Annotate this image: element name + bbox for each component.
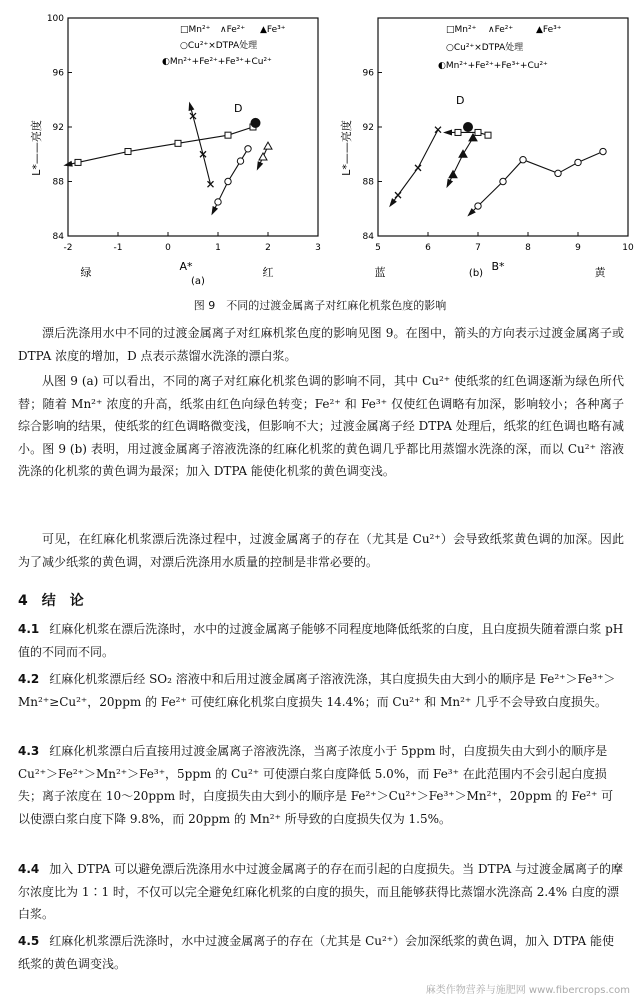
x-tick-label-1-2: 7 (475, 243, 481, 253)
x-tick-label-0-0: -2 (63, 243, 73, 253)
x-tick-label-1-3: 8 (525, 243, 531, 253)
conclusion-number: 4.1 (18, 622, 40, 636)
conclusion-text: 红麻化机浆漂后经 SO₂ 溶液中和后用过渡金属离子溶液洗涤，其白度损失由大到小的顺序是 Fe²⁺＞Fe³⁺＞Mn²⁺≥Cu²⁺，20ppm 的 Fe²⁺ 可使红麻化机浆白度损失 14.4%；而 Cu²⁺ 和 Mn²⁺ 几乎不会导致白度损失。 (18, 672, 616, 709)
series-arrowhead-0-2 (189, 102, 195, 111)
conclusion-text: 红麻化机浆漂后洗涤时，水中过渡金属离子的存在（尤其是 Cu²⁺）会加深纸浆的黄色调，加入 DTPA 能使纸浆的黄色调变浅。 (18, 934, 615, 971)
conclusion-text: 红麻化机浆漂白后直接用过渡金属离子溶液洗涤，当离子浓度小于 5ppm 时，白度损失由大到小的顺序是 Cu²⁺＞Fe²⁺＞Mn²⁺＞Fe³⁺，5ppm 的 Cu²⁺ 可使漂白浆白度降低 5.0%，而 Fe³⁺ 在此范围内不会引起白度损失；离子浓度在 10～20ppm 时，白度损失由大到小的顺序是 Fe²⁺＞Cu²⁺＞Fe³⁺＞Mn²⁺，20ppm 的 Fe²⁺ 可以使漂白浆白度下降 9.8%，而 20ppm 的 Mn²⁺ 所导致的白度损失仅为 1.5%。 (18, 744, 614, 826)
legend-a (162, 25, 286, 67)
y-tick-label-0-3: 96 (52, 68, 64, 79)
point-0-0-1 (125, 149, 131, 155)
point-1-2-0 (455, 129, 461, 135)
legend-entry-b-1: ∧Fe²⁺ (488, 25, 514, 35)
legend-entry-b-2: ▲Fe³⁺ (536, 25, 562, 35)
y-axis-label-b: L*——亮度 (340, 120, 353, 176)
x-tick-label-0-2: 0 (165, 243, 171, 253)
point-0-3-1 (264, 142, 272, 149)
x-axis-right-label-b: 黄 (594, 266, 606, 279)
legend-entry-a-4: ◐Mn²⁺+Fe²⁺+Fe³⁺+Cu²⁺ (162, 57, 272, 67)
paragraph-1: 漂后洗涤用水中不同的过渡金属离子对红麻机浆色度的影响见图 9。在图中，箭头的方向表示过渡金属离子或 DTPA 浓度的增加，D 点表示蒸馏水洗涤的漂白浆。 (18, 326, 624, 363)
x-axis-mid-label-a: A* (179, 260, 193, 273)
x-tick-label-0-4: 2 (265, 243, 271, 253)
x-tick-label-0-5: 3 (315, 243, 321, 253)
legend-entry-b-0: □Mn²⁺ (446, 25, 477, 35)
series-line-0-1 (218, 149, 248, 202)
figure-9a (28, 8, 328, 288)
conclusion-item (18, 668, 624, 713)
conclusion-number: 4.5 (18, 934, 40, 948)
section-heading: 4 结 论 (18, 593, 84, 609)
conclusion-item (18, 930, 624, 975)
point-0-1-2 (237, 158, 243, 164)
point-1-1-0 (449, 171, 457, 178)
y-tick-label-1-0: 84 (362, 232, 374, 242)
legend-entry-a-1: ∧Fe²⁺ (220, 25, 246, 35)
point-label-d-b: D (456, 94, 465, 107)
series-line-1-0 (398, 130, 438, 195)
x-axis-panel-label-b: (b) (468, 268, 484, 279)
point-1-3-0 (475, 203, 481, 209)
y-axis-label-a: L*——亮度 (30, 120, 43, 176)
x-tick-label-1-0: 5 (375, 243, 381, 253)
point-1-2-1 (475, 129, 481, 135)
x-tick-label-0-3: 1 (215, 243, 221, 253)
point-1-3-1 (500, 178, 506, 184)
point-1-3-2 (520, 157, 526, 163)
y-tick-label-0-4: 100 (46, 14, 64, 24)
x-tick-label-1-5: 10 (622, 243, 634, 253)
series-line-1-3 (478, 152, 603, 207)
point-0-1-0 (215, 199, 221, 205)
y-tick-label-1-3: 96 (362, 68, 374, 79)
conclusion-number: 4.3 (18, 744, 40, 758)
conclusion-number: 4.2 (18, 672, 40, 686)
point-label-d-a: D (234, 102, 243, 115)
legend-entry-a-2: ▲Fe³⁺ (260, 25, 286, 35)
point-1-3-5 (600, 148, 606, 154)
conclusion-item (18, 618, 624, 663)
point-0-1-3 (245, 146, 251, 152)
legend-b (438, 25, 562, 71)
conclusion-number: 4.4 (18, 862, 40, 876)
point-0-0-2 (175, 140, 181, 146)
legend-entry-a-3: ○Cu²⁺×DTPA处理 (180, 41, 258, 51)
point-0-0-3 (225, 132, 231, 138)
point-1-0-0 (395, 192, 401, 198)
point-1-0-2 (435, 127, 441, 133)
x-axis-mid-label-b: B* (491, 260, 505, 273)
x-axis-panel-label-a: (a) (191, 276, 205, 287)
series-arrowhead-1-2 (443, 129, 452, 135)
point-0-4-0 (251, 118, 260, 127)
x-tick-label-0-1: -1 (113, 243, 123, 253)
legend-entry-b-4: ◐Mn²⁺+Fe²⁺+Fe³⁺+Cu²⁺ (438, 61, 548, 71)
series-arrowhead-0-3 (257, 161, 263, 170)
figure-9b (338, 8, 638, 288)
conclusion-text: 红麻化机浆在漂后洗涤时，水中的过渡金属离子能够不同程度地降低纸浆的白度，且白度损失随着漂白浆 pH 值的不同而不同。 (18, 622, 624, 659)
point-1-0-1 (415, 165, 421, 171)
y-tick-label-1-1: 88 (362, 177, 374, 188)
watermark: 麻类作物营养与施肥网 www.fibercrops.com (425, 985, 630, 996)
point-1-3-3 (555, 170, 561, 176)
conclusion-item (18, 858, 624, 926)
conclusion-item (18, 740, 624, 830)
series-line-0-2 (193, 116, 211, 184)
y-tick-label-0-2: 92 (52, 123, 64, 133)
x-axis-left-label-a: 绿 (80, 266, 92, 279)
series-arrowhead-1-1 (446, 179, 453, 188)
series-arrowhead-1-0 (389, 198, 397, 207)
legend-entry-a-0: □Mn²⁺ (180, 25, 211, 35)
series-arrowhead-0-1 (211, 206, 218, 215)
paragraph-3: 可见，在红麻化机浆漂后洗涤过程中，过渡金属离子的存在（尤其是 Cu²⁺）会导致纸浆黄色调的加深。因此为了减少纸浆的黄色调，对漂后洗涤用水质量的控制是非常必要的。 (18, 532, 624, 569)
point-1-1-1 (459, 150, 467, 157)
point-0-3-0 (259, 153, 267, 160)
x-tick-label-1-4: 9 (575, 243, 581, 253)
figure-caption: 图 9 不同的过渡金属离子对红麻化机浆色度的影响 (193, 299, 447, 312)
y-tick-label-0-0: 84 (52, 232, 64, 242)
y-tick-label-1-2: 92 (362, 123, 374, 133)
x-axis-left-label-b: 蓝 (374, 266, 386, 279)
conclusion-text: 加入 DTPA 可以避免漂后洗涤用水中过渡金属离子的存在而引起的白度损失。当 DTPA 与过渡金属离子的摩尔浓度比为 1∶1 时，不仅可以完全避免红麻化机浆的白度的损失，而且能够获得比蒸馏水洗涤高 2.4% 白度的漂白浆。 (18, 862, 624, 921)
x-tick-label-1-1: 6 (425, 243, 431, 253)
paragraph-2: 从图 9 (a) 可以看出，不同的离子对红麻化机浆色调的影响不同，其中 Cu²⁺ 使纸浆的红色调逐渐为绿色所代替；随着 Mn²⁺ 浓度的升高，纸浆由红色向绿色转变；Fe²⁺ 和 Fe³⁺ 仅使红色调略有加深，影响较小；各种离子综合影响的结果，使纸浆的红色调略微变浅，但影响不大；过渡金属离子经 DTPA 处理后，纸浆的红色调也略有减小。图 9 (b) 表明，用过渡金属离子溶液洗涤的红麻化机浆的黄色调几乎都比用蒸馏水洗涤的深，而以 Cu²⁺ 溶液洗涤的化机浆的黄色调为最深；加入 DTPA 能使化机浆的黄色调变浅。 (18, 374, 624, 478)
point-1-3-4 (575, 159, 581, 165)
point-1-4-0 (464, 123, 473, 132)
point-0-1-1 (225, 178, 231, 184)
legend-entry-b-3: ○Cu²⁺×DTPA处理 (446, 43, 524, 53)
x-axis-right-label-a: 红 (262, 266, 274, 279)
point-0-0-0 (75, 159, 81, 165)
point-1-2-2 (485, 132, 491, 138)
y-tick-label-0-1: 88 (52, 177, 64, 188)
